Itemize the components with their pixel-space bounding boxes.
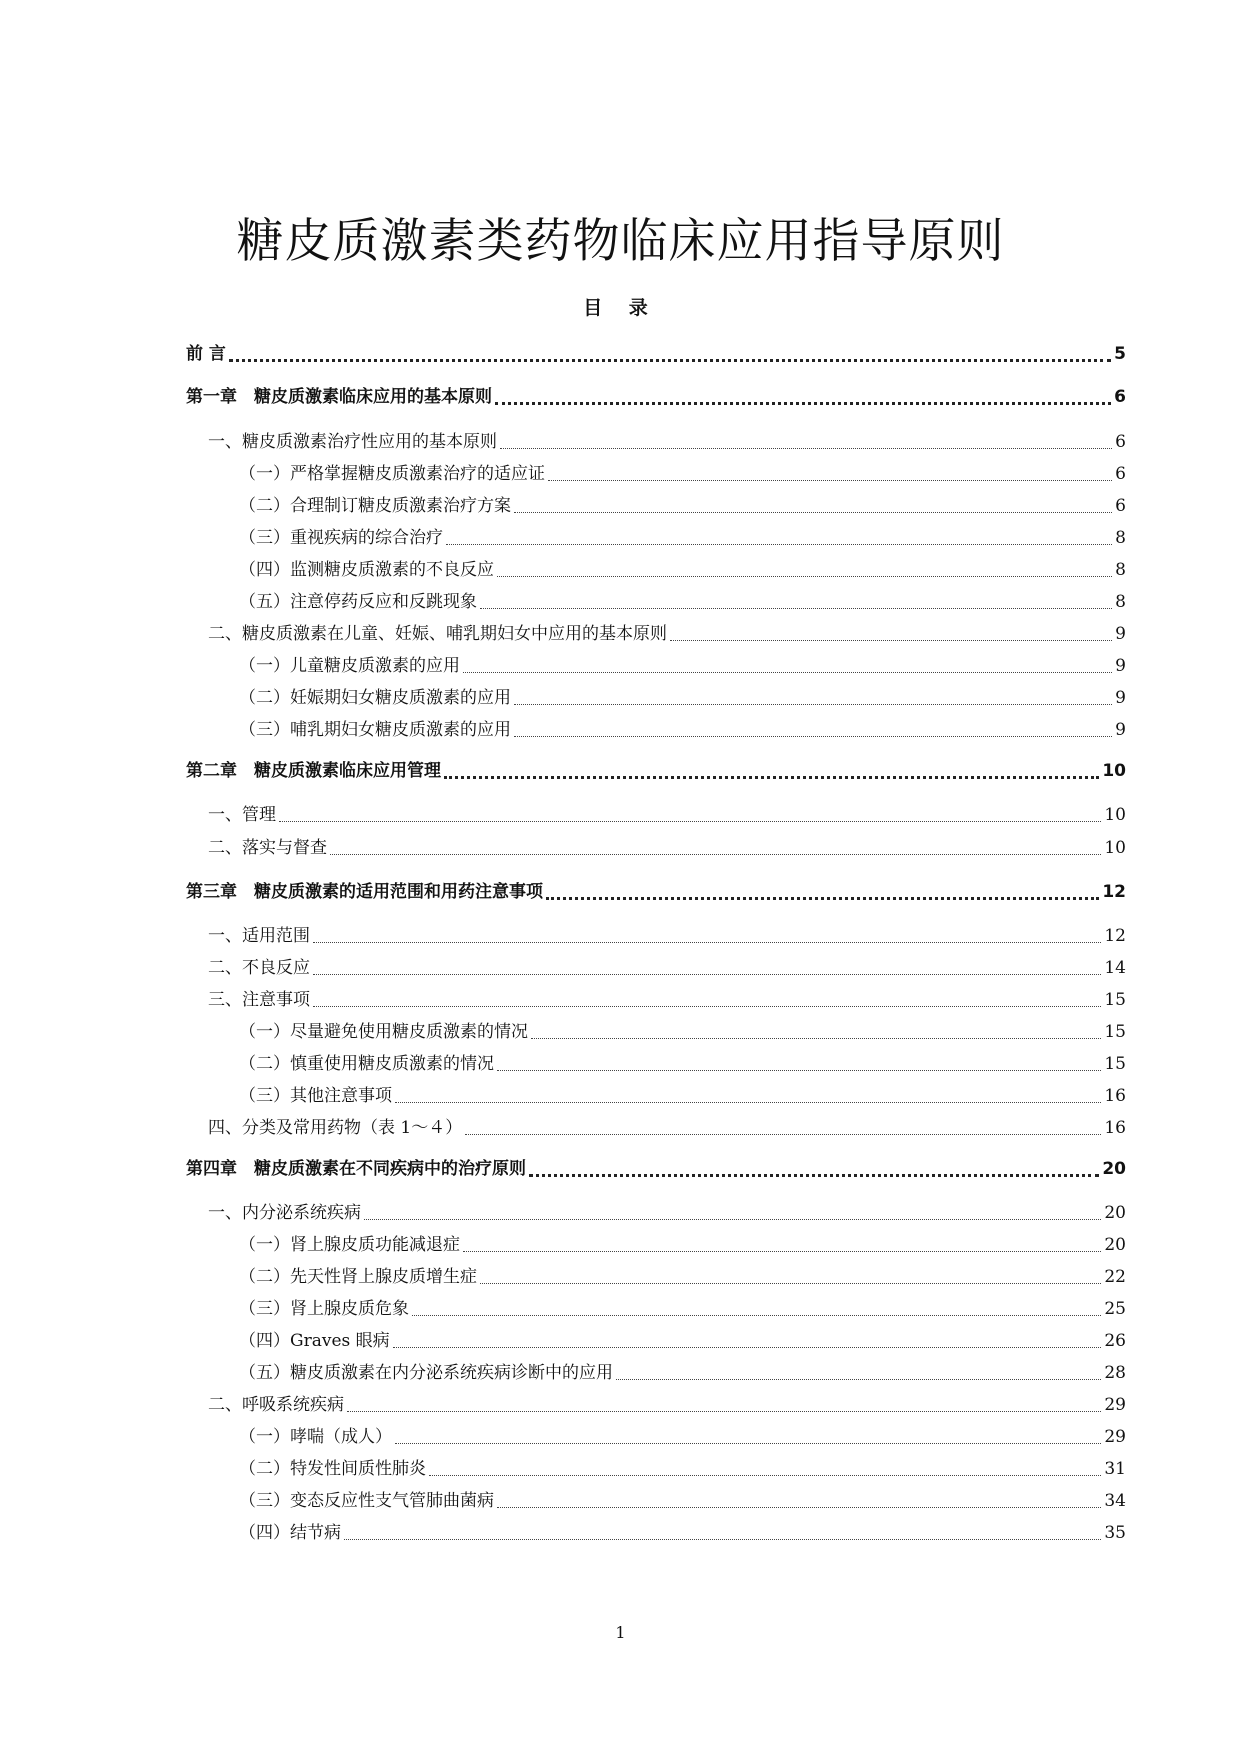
toc-entry-page: 29: [1104, 1395, 1126, 1415]
toc-entry-label: （一）哮喘（成人）: [239, 1427, 392, 1447]
toc-entry[interactable]: [208, 954, 1126, 982]
toc-entry-page: 10: [1102, 761, 1126, 781]
dot-leader: [480, 607, 1112, 609]
dot-leader: [497, 575, 1112, 577]
dot-leader: [465, 1133, 1101, 1135]
toc-entry[interactable]: [186, 340, 1126, 368]
toc-entry[interactable]: [239, 1231, 1126, 1259]
document-title: 糖皮质激素类药物临床应用指导原则: [236, 214, 1005, 269]
toc-entry-label: （一）尽量避免使用糖皮质激素的情况: [239, 1022, 528, 1042]
toc-entry-page: 6: [1115, 432, 1126, 452]
dot-leader: [412, 1314, 1101, 1316]
toc-entry-label: 二、落实与督查: [208, 838, 327, 858]
toc-entry-page: 6: [1115, 496, 1126, 516]
dot-leader: [531, 1037, 1101, 1039]
toc-entry-label: （四）结节病: [239, 1523, 341, 1543]
toc-entry[interactable]: [239, 1359, 1126, 1387]
toc-entry-label: （二）特发性间质性肺炎: [239, 1459, 426, 1479]
toc-entry[interactable]: [239, 1263, 1126, 1291]
dot-leader: [495, 400, 1111, 405]
toc-entry[interactable]: [186, 757, 1126, 785]
toc-entry[interactable]: [239, 492, 1126, 520]
dot-leader: [429, 1474, 1101, 1476]
toc-entry-label: 第四章 糖皮质激素在不同疾病中的治疗原则: [186, 1159, 526, 1179]
toc-entry-label: （四）Graves 眼病: [239, 1331, 390, 1351]
toc-entry-label: （一）儿童糖皮质激素的应用: [239, 656, 460, 676]
toc-entry-page: 8: [1115, 592, 1126, 612]
dot-leader: [463, 671, 1112, 673]
dot-leader: [514, 703, 1112, 705]
dot-leader: [548, 479, 1112, 481]
dot-leader: [313, 1005, 1101, 1007]
toc-entry-page: 15: [1104, 1054, 1126, 1074]
toc-entry-label: （一）肾上腺皮质功能减退症: [239, 1235, 460, 1255]
toc-entry[interactable]: [208, 620, 1126, 648]
dot-leader: [500, 447, 1112, 449]
toc-entry-label: 一、管理: [208, 805, 276, 825]
toc-entry[interactable]: [186, 878, 1126, 906]
toc-entry-page: 35: [1104, 1523, 1126, 1543]
toc-entry[interactable]: [186, 1155, 1126, 1183]
toc-entry[interactable]: [239, 1018, 1126, 1046]
toc-entry-label: （四）监测糖皮质激素的不良反应: [239, 560, 494, 580]
toc-entry[interactable]: [208, 428, 1126, 456]
toc-entry[interactable]: [208, 1391, 1126, 1419]
toc-entry-page: 15: [1104, 990, 1126, 1010]
toc-entry[interactable]: [239, 1295, 1126, 1323]
dot-leader: [529, 1172, 1099, 1177]
toc-entry-label: 二、呼吸系统疾病: [208, 1395, 344, 1415]
dot-leader: [446, 543, 1112, 545]
toc-entry[interactable]: [239, 1519, 1126, 1547]
dot-leader: [546, 895, 1099, 900]
toc-entry-page: 9: [1115, 624, 1126, 644]
toc-entry-page: 12: [1104, 926, 1126, 946]
toc-entry-page: 20: [1104, 1235, 1126, 1255]
toc-entry-page: 8: [1115, 528, 1126, 548]
toc-entry-page: 6: [1114, 387, 1126, 407]
toc-entry-page: 10: [1104, 805, 1126, 825]
toc-entry-page: 5: [1114, 344, 1126, 364]
toc-entry-page: 26: [1104, 1331, 1126, 1351]
dot-leader: [444, 774, 1099, 779]
toc-entry-page: 28: [1104, 1363, 1126, 1383]
toc-entry-label: 第三章 糖皮质激素的适用范围和用药注意事项: [186, 882, 543, 902]
toc-entry-page: 9: [1115, 688, 1126, 708]
toc-entry-page: 10: [1104, 838, 1126, 858]
toc-entry-label: （五）注意停药反应和反跳现象: [239, 592, 477, 612]
dot-leader: [344, 1538, 1101, 1540]
toc-entry-page: 8: [1115, 560, 1126, 580]
toc-entry-page: 12: [1102, 882, 1126, 902]
toc-entry[interactable]: [239, 1487, 1126, 1515]
toc-entry-label: 一、糖皮质激素治疗性应用的基本原则: [208, 432, 497, 452]
dot-leader: [395, 1442, 1101, 1444]
dot-leader: [229, 357, 1111, 362]
toc-entry-label: （三）重视疾病的综合治疗: [239, 528, 443, 548]
toc-entry[interactable]: [239, 1423, 1126, 1451]
toc-entry-label: 一、适用范围: [208, 926, 310, 946]
toc-entry-label: （二）妊娠期妇女糖皮质激素的应用: [239, 688, 511, 708]
toc-entry[interactable]: [239, 684, 1126, 712]
toc-entry[interactable]: [239, 1050, 1126, 1078]
toc-entry[interactable]: [239, 556, 1126, 584]
dot-leader: [616, 1378, 1101, 1380]
toc-entry-page: 14: [1104, 958, 1126, 978]
toc-entry-page: 25: [1104, 1299, 1126, 1319]
toc-entry-page: 9: [1115, 720, 1126, 740]
toc-entry-label: 第二章 糖皮质激素临床应用管理: [186, 761, 441, 781]
dot-leader: [497, 1506, 1101, 1508]
dot-leader: [497, 1069, 1101, 1071]
dot-leader: [330, 853, 1101, 855]
toc-entry-label: 四、分类及常用药物（表 1～４）: [208, 1118, 463, 1138]
toc-entry[interactable]: [239, 588, 1126, 616]
toc-entry[interactable]: [208, 1114, 1126, 1142]
dot-leader: [514, 735, 1112, 737]
toc-entry-page: 20: [1104, 1203, 1126, 1223]
dot-leader: [393, 1346, 1102, 1348]
toc-entry-label: （二）合理制订糖皮质激素治疗方案: [239, 496, 511, 516]
toc-entry[interactable]: [208, 834, 1126, 862]
toc-entry-label: （一）严格掌握糖皮质激素治疗的适应证: [239, 464, 545, 484]
toc-entry[interactable]: [239, 716, 1126, 744]
toc-entry[interactable]: [186, 383, 1126, 411]
toc-entry[interactable]: [239, 1327, 1126, 1355]
toc-entry-label: （三）变态反应性支气管肺曲菌病: [239, 1491, 494, 1511]
toc-entry-label: 三、注意事项: [208, 990, 310, 1010]
toc-entry[interactable]: [239, 1082, 1126, 1110]
toc-entry-label: （三）肾上腺皮质危象: [239, 1299, 409, 1319]
toc-entry-page: 16: [1104, 1086, 1126, 1106]
toc-entry[interactable]: [239, 652, 1126, 680]
toc-entry[interactable]: [208, 986, 1126, 1014]
toc-entry-label: 第一章 糖皮质激素临床应用的基本原则: [186, 387, 492, 407]
toc-entry-label: （二）慎重使用糖皮质激素的情况: [239, 1054, 494, 1074]
toc-entry-label: 一、内分泌系统疾病: [208, 1203, 361, 1223]
toc-entry[interactable]: [208, 1199, 1126, 1227]
toc-entry[interactable]: [208, 801, 1126, 829]
toc-entry-label: 前 言: [186, 344, 226, 364]
toc-entry-page: 9: [1115, 656, 1126, 676]
toc-entry-page: 31: [1104, 1459, 1126, 1479]
toc-heading: 目 录: [583, 297, 658, 319]
dot-leader: [395, 1101, 1101, 1103]
toc-entry-page: 29: [1104, 1427, 1126, 1447]
toc-entry-page: 16: [1104, 1118, 1126, 1138]
toc-entry-page: 6: [1115, 464, 1126, 484]
toc-entry-page: 22: [1104, 1267, 1126, 1287]
toc-entry-label: （三）其他注意事项: [239, 1086, 392, 1106]
dot-leader: [514, 511, 1112, 513]
toc-entry-page: 34: [1104, 1491, 1126, 1511]
dot-leader: [364, 1218, 1101, 1220]
toc-entry-label: （二）先天性肾上腺皮质增生症: [239, 1267, 477, 1287]
toc-entry-label: （三）哺乳期妇女糖皮质激素的应用: [239, 720, 511, 740]
dot-leader: [313, 941, 1101, 943]
dot-leader: [347, 1410, 1101, 1412]
toc-entry-label: 二、不良反应: [208, 958, 310, 978]
dot-leader: [463, 1250, 1101, 1252]
toc-entry-page: 15: [1104, 1022, 1126, 1042]
dot-leader: [480, 1282, 1101, 1284]
toc-entry[interactable]: [239, 1455, 1126, 1483]
toc-entry[interactable]: [239, 460, 1126, 488]
toc-entry-label: 二、糖皮质激素在儿童、妊娠、哺乳期妇女中应用的基本原则: [208, 624, 667, 644]
toc-entry[interactable]: [239, 524, 1126, 552]
dot-leader: [313, 973, 1101, 975]
toc-entry-label: （五）糖皮质激素在内分泌系统疾病诊断中的应用: [239, 1363, 613, 1383]
toc-entry-page: 20: [1102, 1159, 1126, 1179]
dot-leader: [279, 820, 1101, 822]
toc-entry[interactable]: [208, 922, 1126, 950]
page-number: 1: [615, 1623, 626, 1642]
dot-leader: [670, 639, 1112, 641]
